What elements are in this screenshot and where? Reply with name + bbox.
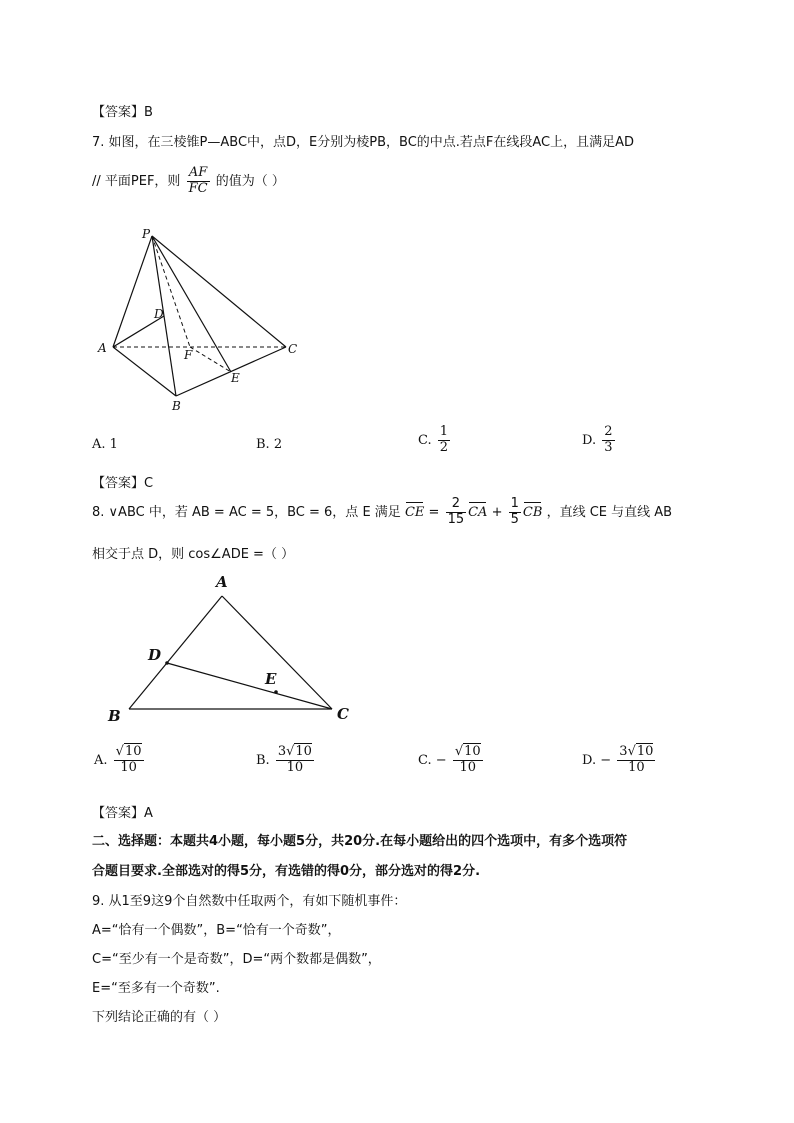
- answer-8: 【答案】A: [92, 806, 153, 821]
- q7-fraction-den: FC: [188, 180, 208, 196]
- q7-tetrahedron-figure: [90, 222, 310, 417]
- section2-line2: 合题目要求.全部选对的得5分，有选错的得0分，部分选对的得2分.: [92, 864, 481, 879]
- label-C: C: [288, 342, 298, 356]
- q7-option-b: B. 2: [256, 437, 283, 452]
- q8-option-a: A. $\frac{√10}{10}$: [94, 744, 142, 775]
- edge-AB: [113, 347, 176, 396]
- q8-triangle-figure: [100, 570, 360, 730]
- q8-suffix: ，直线 CE 与直线 AB: [546, 504, 673, 520]
- label-F: F: [184, 348, 193, 362]
- q7-fraction-num: AF: [187, 166, 210, 182]
- vector-CB: CB: [522, 504, 543, 520]
- label-D: D: [154, 307, 164, 321]
- q7-option-a: A. 1: [92, 437, 118, 452]
- edge-PA: [113, 236, 152, 347]
- q9-line4: E=“至多有一个奇数”.: [92, 981, 220, 996]
- q8-prefix: 8. ∨ABC 中，若 AB = AC = 5，BC = 6，点 E 满足: [92, 504, 401, 520]
- point-D: [165, 661, 169, 665]
- q7-line2-prefix: // 平面PEF，则: [92, 173, 181, 189]
- label-D: D: [148, 646, 162, 664]
- q7-line1: 7. 如图，在三棱锥P—ABC中，点D，E分别为棱PB，BC的中点.若点F在线段AC上，且满足AD: [92, 135, 635, 150]
- q9-line3: C=“至少有一个是奇数”，D=“两个数都是偶数”，: [92, 952, 381, 967]
- q7-line2: [92, 166, 285, 197]
- q9-line2: A=“恰有一个偶数”，B=“恰有一个奇数”，: [92, 923, 341, 938]
- q8-line1: 8. ∨ABC 中，若 AB = AC = 5，BC = 6，点 E 满足 CE = $\frac{2}{15}$ CA + $\frac{1}{5}$ CB ，直线 CE 与直线 AB: [92, 496, 673, 527]
- segment-FE-dashed: [190, 347, 231, 372]
- label-E: E: [231, 371, 240, 385]
- label-A: A: [98, 341, 107, 355]
- q9-line1: 9. 从1至9这9个自然数中任取两个，有如下随机事件：: [92, 894, 407, 909]
- q7-line2-suffix: 的值为（ ）: [215, 173, 285, 189]
- q7-option-d: D. $\frac{2}{3}$: [582, 424, 613, 455]
- label-C: C: [337, 705, 349, 723]
- vector-CE: CE: [404, 504, 425, 520]
- q8-option-b: B. $\frac{3√10}{10}$: [256, 744, 312, 775]
- q7-option-c: C. $\frac{1}{2}$: [418, 424, 449, 455]
- label-P: P: [142, 227, 151, 241]
- label-E: E: [265, 670, 277, 688]
- label-B: B: [108, 707, 121, 725]
- segment-DC: [167, 663, 332, 709]
- section2-line1: 二、选择题：本题共4小题，每小题5分，共20分.在每小题给出的四个选项中，有多个选项符: [92, 834, 628, 849]
- answer-7: 【答案】C: [92, 476, 154, 491]
- q7-fraction: [187, 166, 210, 197]
- q8-option-d: D. − $\frac{3√10}{10}$: [582, 744, 654, 775]
- answer-6: 【答案】B: [92, 105, 153, 120]
- q9-line5: 下列结论正确的有（ ）: [92, 1010, 227, 1025]
- point-E: [274, 690, 278, 694]
- label-A: A: [216, 573, 228, 591]
- q8-option-c: C. − $\frac{√10}{10}$: [418, 744, 481, 775]
- edge-PC: [152, 236, 286, 347]
- side-AB: [129, 596, 222, 709]
- vector-CA: CA: [468, 504, 488, 520]
- q8-line2: 相交于点 D，则 cos∠ADE =（ ）: [92, 547, 295, 562]
- label-B: B: [172, 399, 181, 413]
